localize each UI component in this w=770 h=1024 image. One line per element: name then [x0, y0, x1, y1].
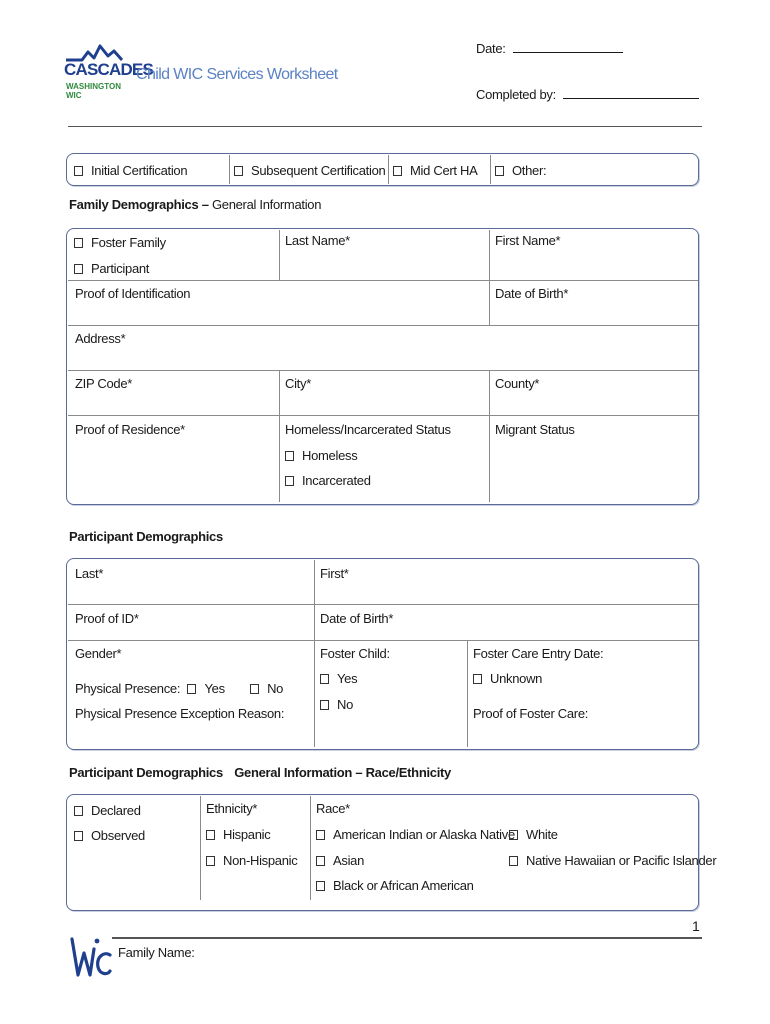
checkbox[interactable]	[393, 166, 402, 176]
foster-family-option[interactable]: Foster Family	[74, 235, 166, 250]
date-label: Date:	[476, 41, 506, 56]
wic-logo	[68, 925, 112, 981]
checkbox[interactable]	[206, 856, 215, 866]
foster-child-label: Foster Child:	[320, 646, 390, 661]
row-divider	[68, 640, 698, 641]
participant-demographics-heading: Participant Demographics	[69, 529, 223, 544]
proof-of-residence-field[interactable]: Proof of Residence*	[75, 422, 185, 437]
checkbox[interactable]	[285, 451, 294, 461]
date-field[interactable]	[476, 40, 623, 56]
observed-option[interactable]: Observed	[74, 828, 145, 843]
checkbox[interactable]	[473, 674, 482, 684]
last-name-field[interactable]: Last Name*	[285, 233, 350, 248]
gender-field[interactable]: Gender*	[75, 646, 122, 661]
brand-name: CASCADES	[64, 60, 154, 79]
cert-option-initial[interactable]: Initial Certification	[74, 163, 187, 178]
participant-option[interactable]: Participant	[74, 261, 149, 276]
checkbox[interactable]	[509, 856, 518, 866]
checkbox[interactable]	[74, 831, 83, 841]
checkbox[interactable]	[74, 264, 83, 274]
incarcerated-option[interactable]: Incarcerated	[285, 473, 371, 488]
row-divider	[68, 325, 698, 326]
checkbox[interactable]	[495, 166, 504, 176]
col-divider	[279, 230, 280, 280]
cert-option-mid-cert[interactable]: Mid Cert HA	[393, 163, 478, 178]
county-field[interactable]: County*	[495, 376, 540, 391]
white-option[interactable]: White	[509, 827, 558, 842]
foster-entry-date-label: Foster Care Entry Date:	[473, 646, 604, 661]
wic-logo-icon	[68, 925, 112, 981]
physical-presence-yes-checkbox[interactable]	[187, 684, 196, 694]
checkbox[interactable]	[316, 881, 325, 891]
ethnicity-label: Ethnicity*	[206, 801, 258, 816]
header-divider	[68, 126, 702, 127]
document-title: Child WIC Services Worksheet	[136, 66, 338, 83]
foster-child-yes-option[interactable]: Yes	[320, 671, 357, 686]
date-line	[513, 40, 623, 53]
physical-presence-row: Physical Presence: Yes No	[75, 681, 284, 696]
footer-divider	[112, 937, 702, 939]
row-divider	[68, 604, 698, 605]
participant-proof-of-id-field[interactable]: Proof of ID*	[75, 611, 139, 626]
page-number: 1	[692, 918, 700, 934]
checkbox[interactable]	[509, 830, 518, 840]
checkbox[interactable]	[234, 166, 243, 176]
homeless-option[interactable]: Homeless	[285, 448, 357, 463]
cert-option-other[interactable]: Other:	[495, 163, 546, 178]
checkbox[interactable]	[74, 806, 83, 816]
row-divider	[68, 415, 698, 416]
cert-option-subsequent[interactable]: Subsequent Certification	[234, 163, 385, 178]
family-demographics-box	[66, 228, 699, 505]
american-indian-option[interactable]: American Indian or Alaska Native	[316, 827, 515, 842]
checkbox[interactable]	[320, 700, 329, 710]
race-label: Race*	[316, 801, 350, 816]
checkbox[interactable]	[206, 830, 215, 840]
col-divider	[200, 796, 201, 900]
cert-divider	[388, 155, 389, 184]
family-name-field[interactable]: Family Name:	[118, 945, 195, 960]
black-option[interactable]: Black or African American	[316, 878, 474, 893]
zip-code-field[interactable]: ZIP Code*	[75, 376, 133, 391]
col-divider	[467, 640, 468, 747]
checkbox[interactable]	[320, 674, 329, 684]
participant-first-field[interactable]: First*	[320, 566, 349, 581]
checkbox[interactable]	[285, 476, 294, 486]
row-divider	[68, 370, 698, 371]
brand-subtitle: WASHINGTON WIC	[66, 82, 121, 100]
proof-of-foster-care-field[interactable]: Proof of Foster Care:	[473, 706, 589, 721]
migrant-status-field[interactable]: Migrant Status	[495, 422, 575, 437]
checkbox[interactable]	[74, 238, 83, 248]
foster-child-no-option[interactable]: No	[320, 697, 353, 712]
hispanic-option[interactable]: Hispanic	[206, 827, 270, 842]
participant-dob-field[interactable]: Date of Birth*	[320, 611, 394, 626]
homeless-status-label: Homeless/Incarcerated Status	[285, 422, 451, 437]
date-of-birth-field[interactable]: Date of Birth*	[495, 286, 569, 301]
city-field[interactable]: City*	[285, 376, 311, 391]
col-divider	[489, 230, 490, 325]
participant-last-field[interactable]: Last*	[75, 566, 104, 581]
exception-reason-field[interactable]: Physical Presence Exception Reason:	[75, 706, 285, 721]
col-divider	[489, 370, 490, 502]
cascades-logo	[64, 42, 154, 100]
col-divider	[310, 796, 311, 900]
checkbox[interactable]	[316, 856, 325, 866]
first-name-field[interactable]: First Name*	[495, 233, 561, 248]
foster-entry-unknown-option[interactable]: Unknown	[473, 671, 542, 686]
cert-divider	[490, 155, 491, 184]
physical-presence-no-checkbox[interactable]	[250, 684, 259, 694]
col-divider	[314, 560, 315, 747]
checkbox[interactable]	[74, 166, 83, 176]
completed-by-label: Completed by:	[476, 87, 556, 102]
row-divider	[68, 280, 698, 281]
address-field[interactable]: Address*	[75, 331, 126, 346]
family-demographics-heading: Family Demographics – General Information	[69, 197, 322, 212]
declared-option[interactable]: Declared	[74, 803, 141, 818]
race-ethnicity-heading: Participant Demographics General Information – Race/Ethnicity	[69, 765, 451, 780]
col-divider	[279, 370, 280, 502]
completed-by-line	[563, 86, 699, 99]
asian-option[interactable]: Asian	[316, 853, 364, 868]
native-hawaiian-option[interactable]: Native Hawaiian or Pacific Islander	[509, 853, 716, 868]
completed-by-field[interactable]	[476, 86, 699, 102]
cert-divider	[229, 155, 230, 184]
checkbox[interactable]	[316, 830, 325, 840]
proof-of-identification-field[interactable]: Proof of Identification	[75, 286, 191, 301]
non-hispanic-option[interactable]: Non-Hispanic	[206, 853, 297, 868]
